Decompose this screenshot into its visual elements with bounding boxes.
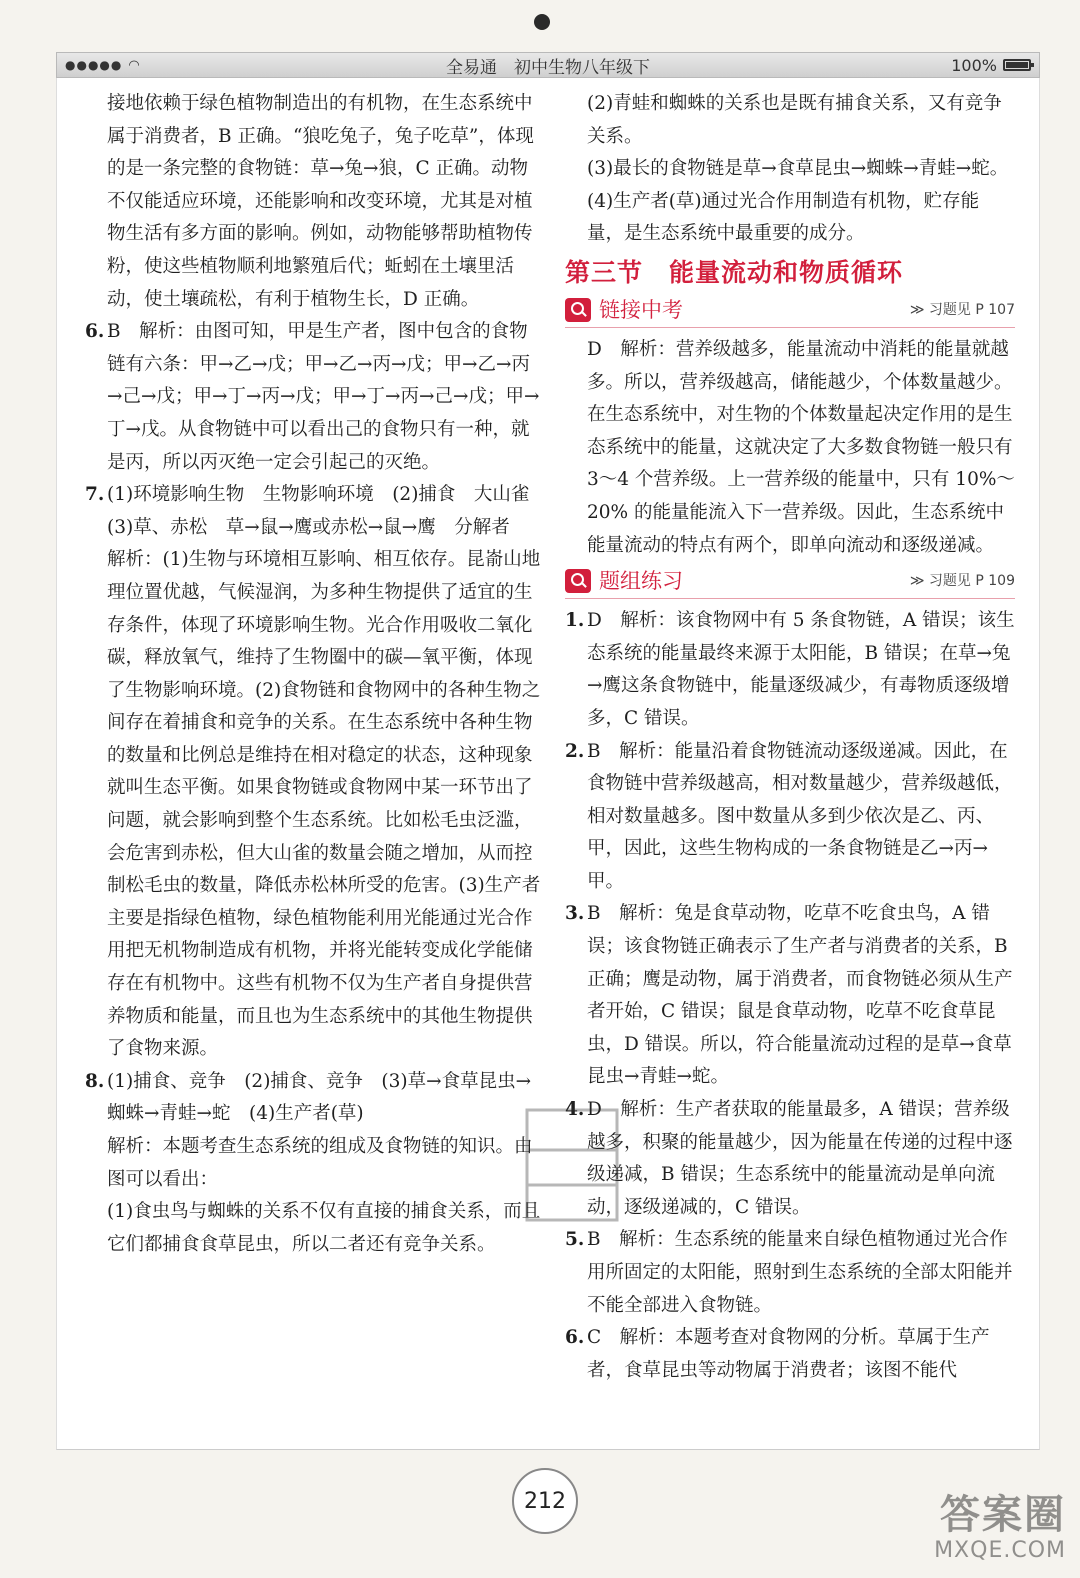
- item-number: 6.: [565, 1327, 585, 1349]
- item-8-part-4: (4)生产者(草)通过光合作用制造有机物，贮存能量，是生态系统中最重要的成分。: [587, 190, 980, 245]
- section-title: 第三节 能量流动和物质循环: [565, 257, 904, 287]
- left-intro: 接地依赖于绿色植物制造出的有机物，在生态系统中属于消费者，B 正确。“狼吃兔子，兔子吃草”，体现的是一条完整的食物链：草→兔→狼，C 正确。动物不仅能适应环境，还能影响和改变环境，尤其是对植物生活有多方面的影响。例如，动物能够帮助植物传粉，使这些植物顺利地繁殖后代；蚯蚓在土壤里活动，使土壤疏松，有利于植物生长，D 正确。: [107, 93, 534, 310]
- subsection-header-practice: [565, 564, 1015, 599]
- item-number: 4.: [565, 1099, 585, 1121]
- item-number: 1.: [565, 610, 585, 632]
- battery-percent: 100%: [951, 55, 997, 75]
- watermark-logo: [866, 1492, 1066, 1572]
- answer-item-7: [85, 479, 548, 544]
- item-text: B 解析：由图可知，甲是生产者，图中包含的食物链有六条：甲→乙→戊；甲→乙→丙→戊；甲→乙→丙→己→戊；甲→丁→丙→戊；甲→丁→丙→己→戊；甲→丁→戊。从食物链中可以看出己的食物只有一种，就是丙，所以丙灭绝一定会引起己的灭绝。: [107, 321, 540, 473]
- subsection-left: [565, 565, 683, 598]
- stamp-frame: [527, 1110, 617, 1220]
- exercise-page-ref: ≫ 习题见 P 109: [909, 572, 1015, 589]
- item-text: B 解析：能量沿着食物链流动逐级递减。因此，在食物链中营养级越高，相对数量越少，营养级越低，相对数量越多。图中数量从多到少依次是乙、丙、甲，因此，这些生物构成的一条食物链是乙→丙→甲。: [587, 740, 1013, 892]
- stamp-mark: [467, 1090, 667, 1270]
- exercise-page-ref: ≫ 习题见 P 107: [909, 301, 1015, 318]
- item-8-part-3: (3)最长的食物链是草→食草昆虫→蜘蛛→青蛙→蛇。: [587, 158, 1009, 180]
- item-8-part-2: (2)青蛙和蜘蛛的关系也是既有捕食关系，又有竞争关系。: [587, 93, 1002, 147]
- wifi-icon: ◠: [128, 57, 140, 73]
- item-text: C 解析：本题考查对食物网的分析。草属于生产者，食草昆虫等动物属于消费者；该图不能代: [587, 1327, 990, 1381]
- practice-item-2: [565, 736, 1015, 899]
- item-8-analysis: 解析：本题考查生态系统的组成及食物链的知识。由图可以看出：: [107, 1136, 533, 1190]
- item-number: 3.: [565, 903, 585, 925]
- item-number: 6.: [85, 321, 105, 343]
- magnifier-icon: [565, 569, 591, 593]
- item-number: 8.: [85, 1070, 105, 1092]
- item-7-analysis: 解析：(1)生物与环境相互影响、相互依存。昆嵛山地理位置优越，气候湿润，为多种生物提供了适宜的生存条件，体现了环境影响生物。光合作用吸收二氧化碳，释放氧气，维持了生物圈中的碳—氧平衡，体现了生物影响环境。(2)食物链和食物网中的各种生物之间存在着捕食和竞争的关系。在生态系统中各种生物的数量和比例总是维持在相对稳定的状态，这种现象就叫生态平衡。如果食物链或食物网中某一环节出了问题，就会影响到整个生态系统。比如松毛虫泛滥，会危害到赤松，但大山雀的数量会随之增加，从而控制松毛虫的数量，降低赤松林所受的危害。(3)生产者主要是指绿色植物，绿色植物能利用光能通过光合作用把无机物制造成有机物，并将光能转变成化学能储存在有机物中。这些有机物不仅为生产者自身提供营养物质和能量，而且也为生态系统中的其他生物提供了食物来源。: [107, 549, 541, 1060]
- item-answer: (1)环境影响生物 生物影响环境 (2)捕食 大山雀 (3)草、赤松 草→鼠→鹰或赤松→鼠→鹰 分解者: [107, 484, 548, 538]
- status-bar: [56, 52, 1040, 78]
- item-8-part-1: (1)食虫鸟与蜘蛛的关系不仅有直接的捕食关系，而且它们都捕食食草昆虫，所以二者还有竞争关系。: [107, 1201, 541, 1255]
- item-text: D 解析：生产者获取的能量最多，A 错误；营养级越多，积聚的能量越少，因为能量在传递的过程中逐级递减，B 错误；生态系统中的能量流动是单向流动，逐级递减的，C 错误。: [587, 1099, 1013, 1218]
- item-number: 2.: [565, 740, 585, 762]
- item-number: 5.: [565, 1229, 585, 1251]
- item-text: D 解析：该食物网中有 5 条食物链，A 错误；该生态系统的能量最终来源于太阳能，B 错误；在草→兔→鹰这条食物链中，能量逐级减少，有毒物质逐级增多，C 错误。: [587, 610, 1015, 729]
- answer-item-6: [85, 316, 541, 479]
- watermark-sub: MXQE.COM: [934, 1538, 1066, 1563]
- item-number: 7.: [85, 484, 105, 506]
- watermark-main: 答案圈: [940, 1492, 1066, 1538]
- left-column: [85, 88, 548, 1261]
- item-text: B 解析：兔是食草动物，吃草不吃食虫鸟，A 错误；该食物链正确表示了生产者与消费者的关系，B 正确；鹰是动物，属于消费者，而食物链必须从生产者开始，C 错误；鼠是食草动物，吃草不吃食草昆虫，D 错误。所以，符合能量流动过程的是草→食草昆虫→青蛙→蛇。: [587, 903, 1013, 1088]
- battery-icon: [1003, 59, 1031, 71]
- practice-item-3: [565, 898, 1015, 1094]
- signal-icon: ●●●●●: [65, 58, 123, 72]
- item-answer: (1)捕食、竞争 (2)捕食、竞争 (3)草→食草昆虫→蜘蛛→青蛙→蛇 (4)生产者(草): [107, 1070, 532, 1125]
- link-exam-answer: D 解析：营养级越多，能量流动中消耗的能量就越多。所以，营养级越高，储能越少，个体数量越少。在生态系统中，对生物的个体数量起决定作用的是生态系统中的能量，这就决定了大多数食物链一般只有 3～4 个营养级。上一营养级的能量中，只有 10%～20% 的能量能流入下一营养级。因此，生态系统中能量流动的特点有两个，即单向流动和逐级递减。: [587, 338, 1015, 556]
- subsection-left: [565, 294, 683, 327]
- practice-item-6: [565, 1322, 1015, 1387]
- item-text: B 解析：生态系统的能量来自绿色植物通过光合作用所固定的太阳能，照射到生态系统的全部太阳能并不能全部进入食物链。: [587, 1229, 1013, 1316]
- magnifier-icon: [565, 298, 591, 322]
- status-left: [65, 58, 265, 73]
- page: [56, 78, 1040, 1450]
- practice-item-1: [565, 605, 1015, 735]
- status-right: [831, 56, 1031, 75]
- page-number: 212: [512, 1468, 578, 1534]
- subsection-title: 链接中考: [599, 297, 683, 322]
- camera-dot: [534, 14, 550, 30]
- subsection-title: 题组练习: [599, 568, 683, 593]
- book-title: 全易通 初中生物八年级下: [446, 57, 650, 78]
- subsection-header-link: [565, 293, 1015, 328]
